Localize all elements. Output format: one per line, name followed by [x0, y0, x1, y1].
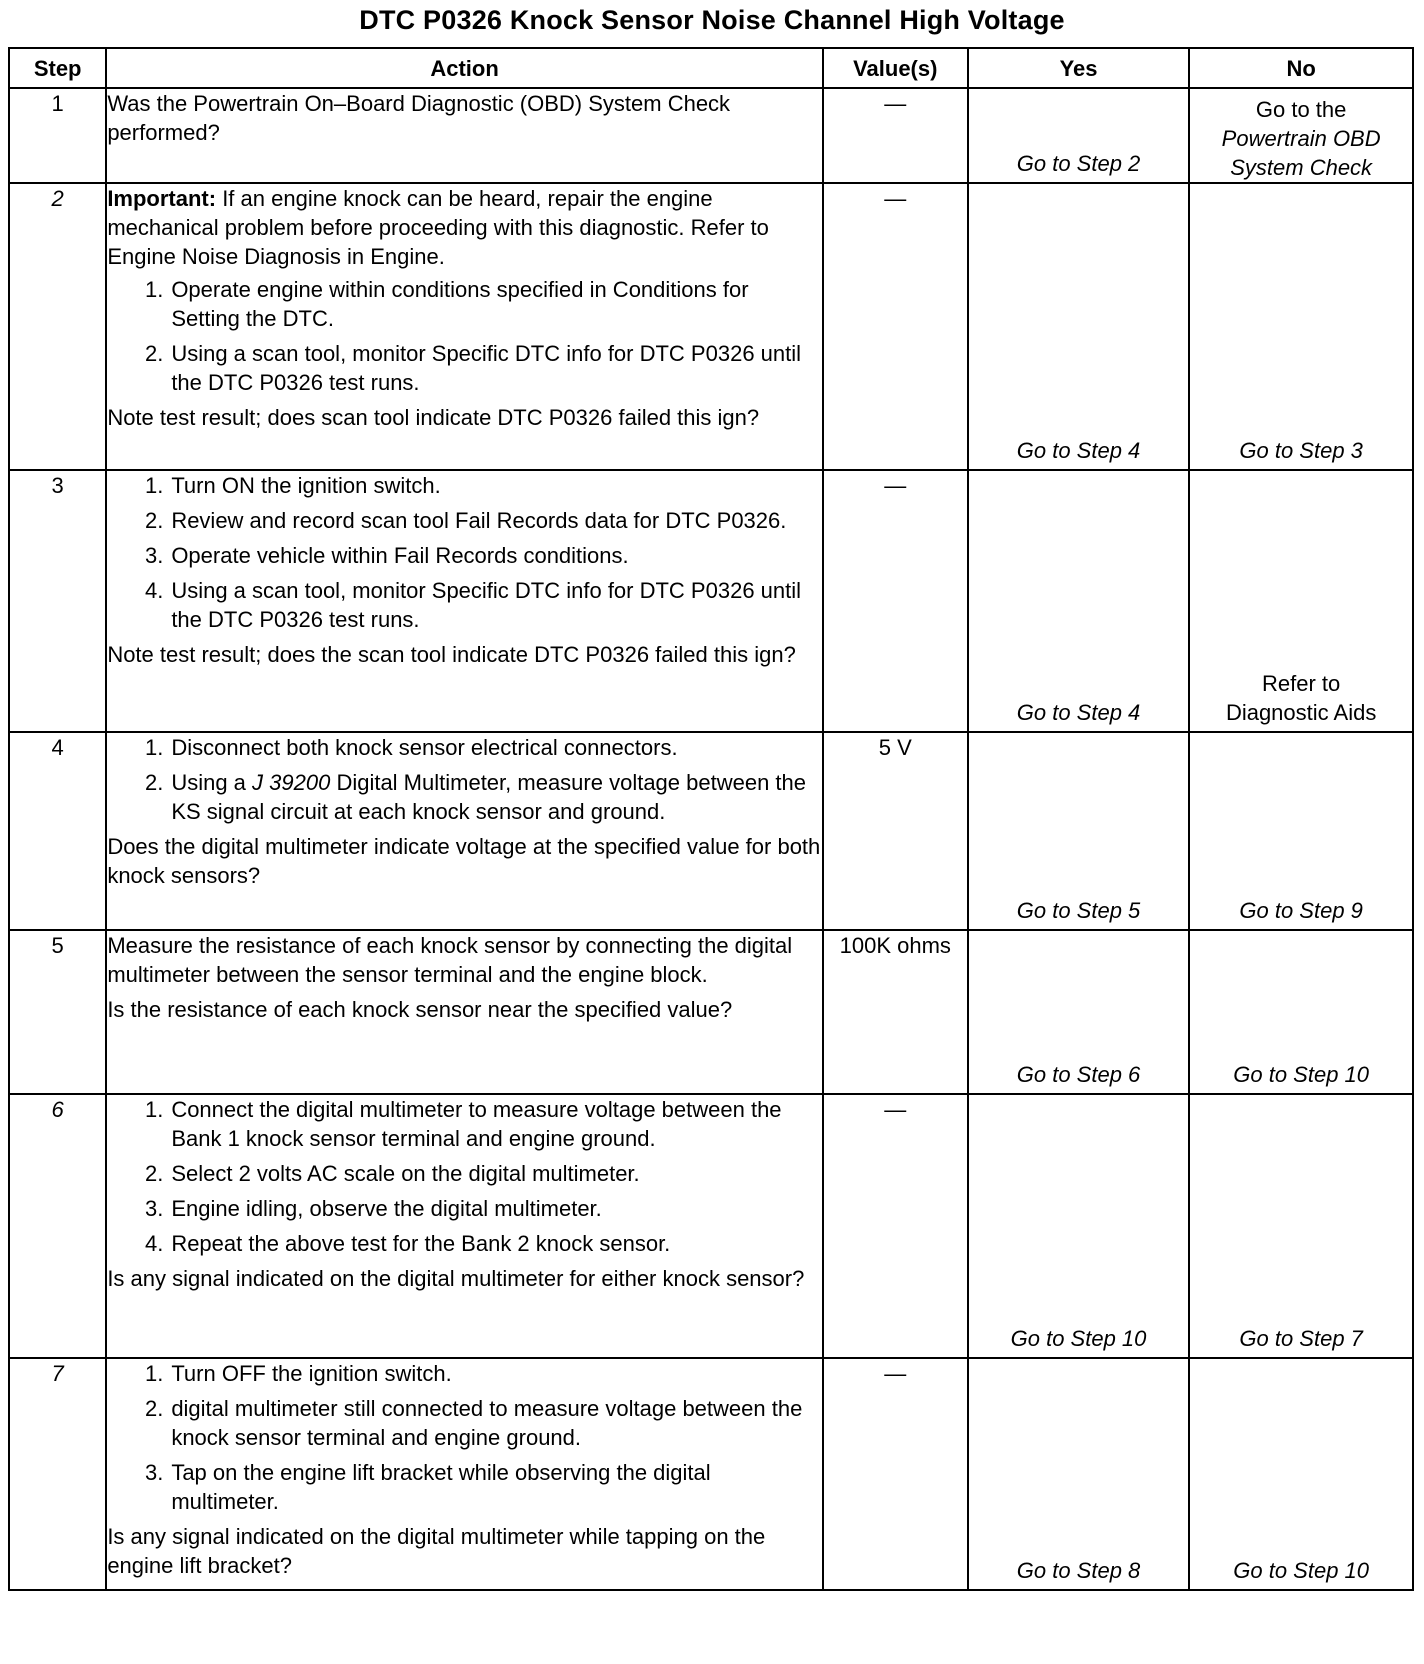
- question-text: Note test result; does scan tool indicate DTC P0326 failed this ign?: [107, 405, 760, 430]
- table-header-row: [9, 48, 1413, 88]
- action-cell: [106, 930, 822, 1094]
- step-number: 1: [9, 88, 106, 183]
- list-item: [107, 506, 821, 535]
- column-header-yes: Yes: [968, 48, 1190, 88]
- action-cell: [106, 1094, 822, 1358]
- item-text: Using a scan tool, monitor Specific DTC info for DTC P0326 until the DTC P0326 test runs.: [171, 578, 802, 632]
- yes-cell: [968, 183, 1190, 470]
- value-cell: —: [823, 88, 968, 183]
- action-cell: [106, 1358, 822, 1590]
- action-cell: [106, 183, 822, 470]
- no-text-line: Go to the: [1255, 97, 1347, 122]
- yes-link[interactable]: Go to Step 5: [1016, 898, 1141, 923]
- item-text: Select 2 volts AC scale on the digital multimeter.: [171, 1161, 640, 1186]
- important-label: Important:: [107, 186, 217, 211]
- action-cell: [106, 470, 822, 732]
- value-cell: —: [823, 470, 968, 732]
- table-row: [9, 88, 1413, 183]
- list-item: [107, 1458, 821, 1516]
- table-row: [9, 732, 1413, 930]
- item-number: 1.: [144, 277, 164, 302]
- no-link[interactable]: Go to Step 10: [1233, 1062, 1370, 1087]
- list-item: [107, 1229, 821, 1258]
- list-item: [107, 733, 821, 762]
- item-number: 1.: [144, 1097, 164, 1122]
- item-text: digital multimeter still connected to measure voltage between the knock sensor terminal and engine ground.: [171, 1396, 803, 1450]
- item-number: 1.: [144, 473, 164, 498]
- yes-link[interactable]: Go to Step 4: [1016, 438, 1141, 463]
- question-text: Is any signal indicated on the digital multimeter while tapping on the engine lift bracket?: [107, 1524, 766, 1578]
- no-text-line: Diagnostic Aids: [1225, 700, 1377, 725]
- item-number: 2.: [144, 770, 164, 795]
- list-item: [107, 1394, 821, 1452]
- action-cell: [106, 732, 822, 930]
- value-cell: —: [823, 1094, 968, 1358]
- no-link[interactable]: [1190, 669, 1412, 727]
- no-text-line: System Check: [1230, 155, 1373, 180]
- step-number: 3: [9, 470, 106, 732]
- instruction-list: [107, 1095, 821, 1258]
- instruction-list: [107, 1359, 821, 1516]
- list-item: [107, 275, 821, 333]
- value-cell: 5 V: [823, 732, 968, 930]
- no-link[interactable]: Go to Step 7: [1239, 1326, 1363, 1351]
- column-header-step: Step: [9, 48, 106, 88]
- no-link[interactable]: Go to Step 3: [1239, 438, 1363, 463]
- diagnostic-table: [8, 47, 1414, 1591]
- no-text-line: Powertrain OBD: [1221, 126, 1381, 151]
- item-text: Using a: [171, 770, 253, 795]
- item-number: 3.: [144, 543, 164, 568]
- item-text: Tap on the engine lift bracket while observing the digital multimeter.: [171, 1460, 711, 1514]
- column-header-action: Action: [106, 48, 822, 88]
- value-cell: —: [823, 1358, 968, 1590]
- table-row: [9, 930, 1413, 1094]
- value-cell: —: [823, 183, 968, 470]
- table-row: [9, 183, 1413, 470]
- yes-link[interactable]: Go to Step 2: [1016, 151, 1141, 176]
- no-cell: [1189, 732, 1413, 930]
- list-item: [107, 1159, 821, 1188]
- important-text: If an engine knock can be heard, repair the engine mechanical problem before proceeding with this diagnostic. Refer to Engine Noise Diagnosis in Engine.: [107, 186, 769, 269]
- no-text-line: Refer to: [1262, 671, 1341, 696]
- no-cell: [1189, 88, 1413, 183]
- list-item: [107, 471, 821, 500]
- important-note: [107, 184, 821, 271]
- yes-cell: [968, 1094, 1190, 1358]
- table-row: [9, 1358, 1413, 1590]
- instruction-list: [107, 733, 821, 826]
- yes-link[interactable]: Go to Step 8: [1016, 1558, 1141, 1583]
- item-text: Connect the digital multimeter to measure voltage between the Bank 1 knock sensor terminal and engine ground.: [171, 1097, 782, 1151]
- value-cell: 100K ohms: [823, 930, 968, 1094]
- item-text: Turn ON the ignition switch.: [171, 473, 441, 498]
- yes-link[interactable]: Go to Step 10: [1010, 1326, 1147, 1351]
- no-cell: [1189, 930, 1413, 1094]
- list-item: [107, 339, 821, 397]
- yes-link[interactable]: Go to Step 4: [1016, 700, 1141, 725]
- yes-cell: [968, 470, 1190, 732]
- instruction-list: [107, 275, 821, 397]
- item-text: Operate engine within conditions specified in Conditions for Setting the DTC.: [171, 277, 749, 331]
- list-item: [107, 576, 821, 634]
- item-number: 4.: [144, 1231, 164, 1256]
- action-text: Was the Powertrain On–Board Diagnostic (OBD) System Check performed?: [107, 91, 731, 145]
- step-number: 6: [9, 1094, 106, 1358]
- no-link[interactable]: Go to Step 10: [1233, 1558, 1370, 1583]
- yes-link[interactable]: Go to Step 6: [1016, 1062, 1141, 1087]
- question-text: Is the resistance of each knock sensor near the specified value?: [107, 997, 733, 1022]
- no-link[interactable]: [1190, 89, 1412, 182]
- item-text: Operate vehicle within Fail Records conditions.: [171, 543, 629, 568]
- item-text: Review and record scan tool Fail Records data for DTC P0326.: [171, 508, 787, 533]
- step-number: 7: [9, 1358, 106, 1590]
- list-item: [107, 1095, 821, 1153]
- step-number: 4: [9, 732, 106, 930]
- list-item: [107, 541, 821, 570]
- item-text: Using a scan tool, monitor Specific DTC info for DTC P0326 until the DTC P0326 test runs.: [171, 341, 802, 395]
- item-number: 4.: [144, 578, 164, 603]
- page-title: DTC P0326 Knock Sensor Noise Channel High Voltage: [359, 5, 1065, 35]
- item-number: 3.: [144, 1196, 164, 1221]
- list-item: [107, 1194, 821, 1223]
- list-item: [107, 1359, 821, 1388]
- table-row: [9, 1094, 1413, 1358]
- question-text: Does the digital multimeter indicate voltage at the specified value for both knock sensors?: [107, 834, 821, 888]
- item-number: 3.: [144, 1460, 164, 1485]
- yes-cell: [968, 88, 1190, 183]
- table-row: [9, 470, 1413, 732]
- yes-cell: [968, 732, 1190, 930]
- tool-number: J 39200: [252, 770, 331, 795]
- action-cell: [106, 88, 822, 183]
- no-link[interactable]: Go to Step 9: [1239, 898, 1363, 923]
- item-text: Turn OFF the ignition switch.: [171, 1361, 452, 1386]
- item-number: 1.: [144, 735, 164, 760]
- no-cell: [1189, 183, 1413, 470]
- instruction-list: [107, 471, 821, 634]
- question-text: Note test result; does the scan tool indicate DTC P0326 failed this ign?: [107, 642, 796, 667]
- yes-cell: [968, 930, 1190, 1094]
- no-cell: [1189, 1094, 1413, 1358]
- list-item: [107, 768, 821, 826]
- item-text: Engine idling, observe the digital multimeter.: [171, 1196, 602, 1221]
- item-number: 2.: [144, 508, 164, 533]
- item-number: 2.: [144, 341, 164, 366]
- step-number: 2: [9, 183, 106, 470]
- no-cell: [1189, 1358, 1413, 1590]
- item-text: Repeat the above test for the Bank 2 knock sensor.: [171, 1231, 671, 1256]
- column-header-no: No: [1189, 48, 1413, 88]
- column-header-values: Value(s): [823, 48, 968, 88]
- yes-cell: [968, 1358, 1190, 1590]
- question-text: Is any signal indicated on the digital multimeter for either knock sensor?: [107, 1266, 805, 1291]
- item-number: 2.: [144, 1161, 164, 1186]
- item-number: 2.: [144, 1396, 164, 1421]
- item-text: Disconnect both knock sensor electrical connectors.: [171, 735, 678, 760]
- step-number: 5: [9, 930, 106, 1094]
- action-text: Measure the resistance of each knock sensor by connecting the digital multimeter between the sensor terminal and the engine block.: [107, 933, 793, 987]
- item-number: 1.: [144, 1361, 164, 1386]
- item-text: Digital Multimeter, measure voltage between the KS signal circuit at each knock sensor and ground.: [171, 770, 807, 824]
- no-cell: [1189, 470, 1413, 732]
